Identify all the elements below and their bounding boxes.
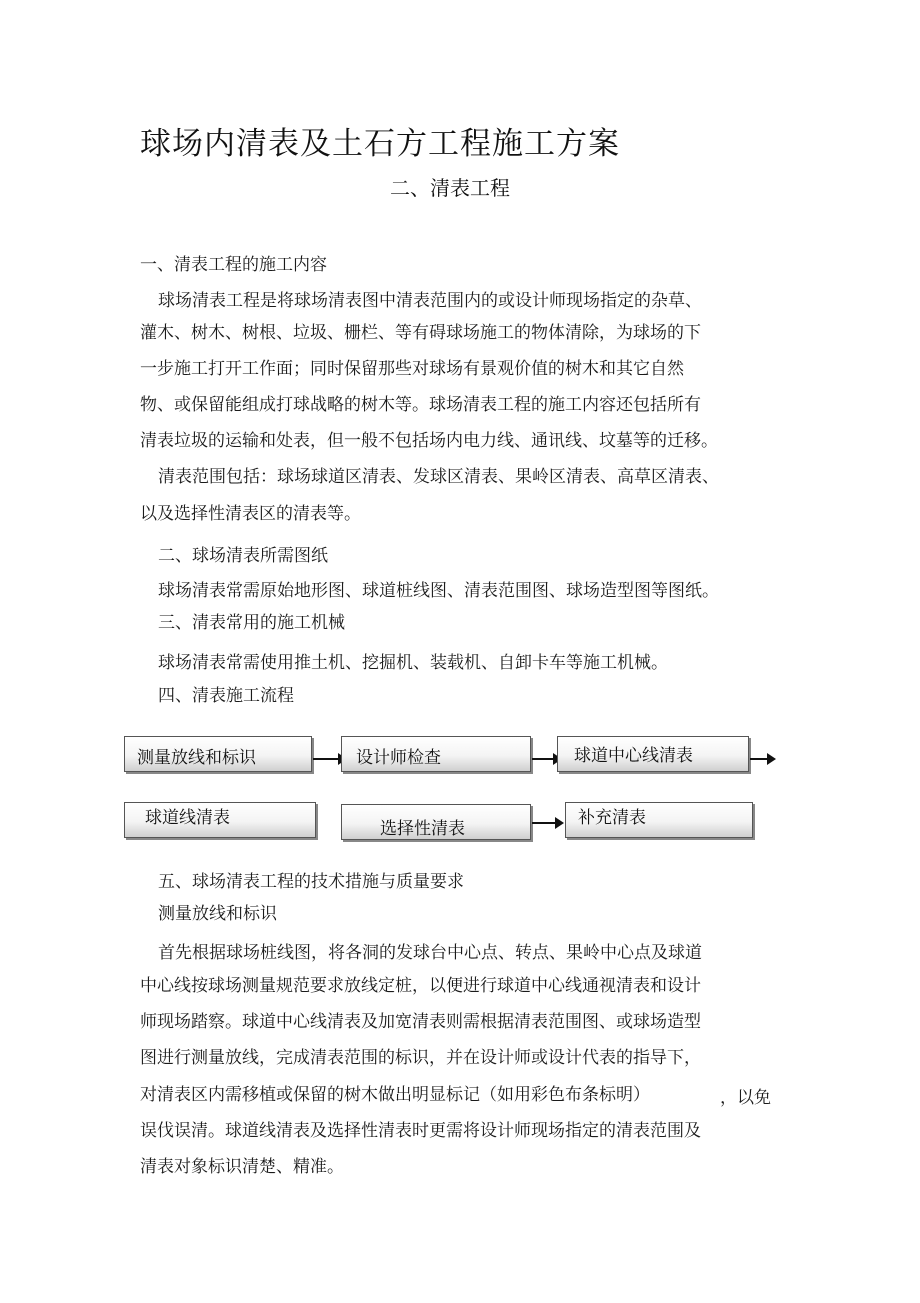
paragraph-line: ，以免 (720, 1088, 771, 1108)
flow-step-supplementary (565, 802, 753, 838)
section-heading: 三、清表常用的施工机械 (158, 613, 345, 633)
section-heading: 二、球场清表所需图纸 (158, 546, 328, 566)
flow-step-label: 测量放线和标识 (137, 748, 256, 768)
paragraph-line: 球场清表常需使用推土机、挖掘机、装载机、自卸卡车等施工机械。 (158, 653, 668, 673)
flow-step-label: 球道线清表 (145, 808, 230, 828)
paragraph-line: 球场清表常需原始地形图、球道桩线图、清表范围图、球场造型图等图纸。 (158, 581, 719, 601)
paragraph-line: 中心线按球场测量规范要求放线定桩，以便进行球道中心线通视清表和设计 (140, 976, 701, 996)
paragraph-line: 球场清表工程是将球场清表图中清表范围内的或设计师现场指定的杂草、 (158, 291, 702, 311)
paragraph-line: 图进行测量放线，完成清表范围的标识，并在设计师或设计代表的指导下， (140, 1048, 701, 1068)
flow-step-label: 选择性清表 (380, 819, 465, 839)
paragraph-line: 物、或保留能组成打球战略的树木等。球场清表工程的施工内容还包括所有 (140, 395, 701, 415)
paragraph-line: 清表垃圾的运输和处表，但一般不包括场内电力线、通讯线、坟墓等的迁移。 (140, 431, 718, 451)
document-subtitle: 二、清表工程 (390, 176, 510, 200)
paragraph-line: 灌木、树木、树根、垃圾、栅栏、等有碍球场施工的物体清除，为球场的下 (140, 323, 701, 343)
document-title: 球场内清表及土石方工程施工方案 (140, 126, 620, 162)
section-heading: 一、清表工程的施工内容 (140, 255, 327, 275)
flow-arrow (532, 822, 556, 824)
flow-step-centerline (557, 736, 749, 772)
paragraph-line: 一步施工打开工作面；同时保留那些对球场有景观价值的树木和其它自然 (140, 359, 684, 379)
flow-step-designer-check (341, 736, 531, 772)
section-subheading: 测量放线和标识 (158, 904, 277, 924)
section-heading: 四、清表施工流程 (158, 686, 294, 706)
section-heading: 五、球场清表工程的技术措施与质量要求 (158, 872, 464, 892)
flow-step-selective (341, 804, 531, 840)
paragraph-line: 清表范围包括：球场球道区清表、发球区清表、果岭区清表、高草区清表、 (158, 467, 719, 487)
paragraph-line: 首先根据球场桩线图，将各洞的发球台中心点、转点、果岭中心点及球道 (158, 943, 702, 963)
paragraph-line: 以及选择性清表区的清表等。 (140, 504, 361, 524)
flow-arrow (313, 758, 339, 760)
flow-step-label: 球道中心线清表 (574, 746, 693, 766)
flow-arrow (750, 758, 768, 760)
flow-step-survey (124, 736, 312, 772)
flow-step-label: 设计师检查 (356, 748, 441, 768)
flow-step-label: 补充清表 (578, 808, 646, 828)
flow-arrow (532, 758, 554, 760)
paragraph-line: 师现场踏察。球道中心线清表及加宽清表则需根据清表范围图、或球场造型 (140, 1012, 701, 1032)
paragraph-line: 对清表区内需移植或保留的树木做出明显标记（如用彩色布条标明） (140, 1085, 650, 1105)
paragraph-line: 清表对象标识清楚、精准。 (140, 1157, 344, 1177)
flow-step-fairway-line (124, 802, 316, 838)
paragraph-line: 误伐误清。球道线清表及选择性清表时更需将设计师现场指定的清表范围及 (140, 1121, 701, 1141)
